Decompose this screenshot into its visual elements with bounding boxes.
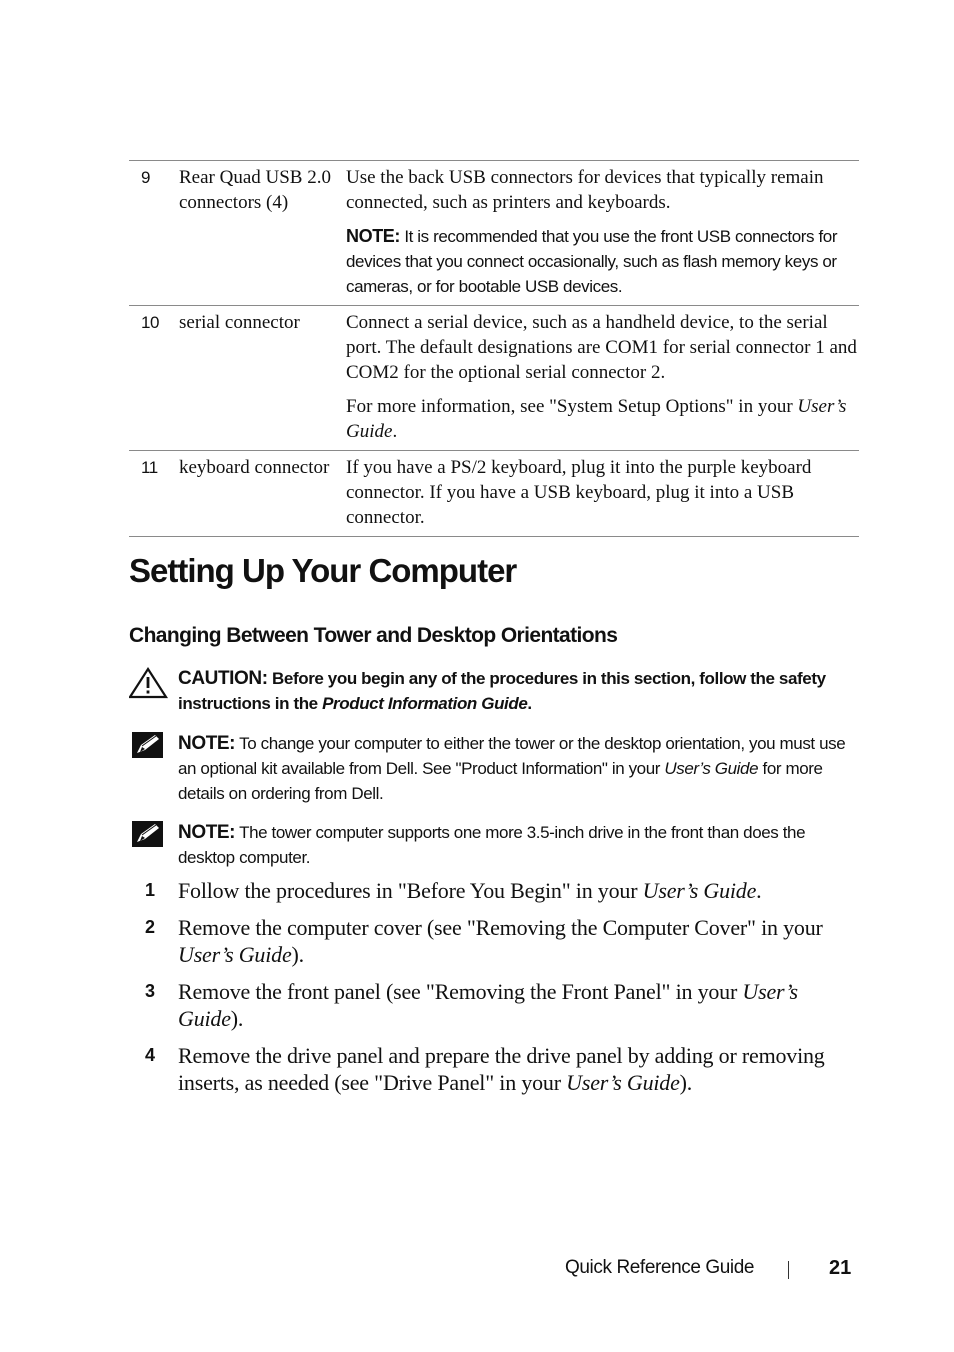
note-label: NOTE: <box>178 822 236 843</box>
note-label: NOTE: <box>346 226 400 246</box>
note-text <box>178 731 859 806</box>
caution-notice <box>129 666 859 716</box>
list-item <box>129 1042 859 1096</box>
guide-reference: Product Information Guide <box>322 694 528 713</box>
row-number: 9 <box>141 168 150 187</box>
list-item <box>129 877 859 904</box>
connector-description <box>346 455 859 530</box>
note-notice <box>129 731 859 806</box>
note-text <box>178 820 859 870</box>
step-text <box>178 914 859 968</box>
list-item <box>129 914 859 968</box>
step-text <box>178 1042 859 1096</box>
step-suffix: ). <box>679 1070 693 1095</box>
note-pencil-icon <box>129 820 169 854</box>
caution-suffix: . <box>527 694 532 713</box>
guide-reference: User’s Guide <box>346 396 847 442</box>
note-text: It is recommended that you use the front USB connectors for devices that you connect occasionally, such as flash memory keys or cameras, or for bootable USB devices. <box>346 227 838 296</box>
footer-divider <box>788 1261 789 1279</box>
step-body: Follow the procedures in "Before You Begin" in your <box>178 878 638 903</box>
guide-reference: User’s Guide <box>178 979 798 1031</box>
table-note <box>346 224 859 299</box>
step-body: Remove the drive panel and prepare the drive panel by adding or removing inserts, as needed (see "Drive Panel" in your <box>178 1043 825 1095</box>
footer-title: Quick Reference Guide <box>565 1257 755 1278</box>
step-suffix: ). <box>291 942 304 967</box>
row-number: 11 <box>141 458 158 477</box>
note-label: NOTE: <box>178 733 236 754</box>
note-suffix: for more details on ordering from Dell. <box>178 759 823 803</box>
step-number: 4 <box>145 1045 156 1065</box>
caution-label: CAUTION: <box>178 668 268 689</box>
description-text: Connect a serial device, such as a handheld device, to the serial port. The default designations are COM1 for serial connector 1 and COM2 for the optional serial connector 2. <box>346 312 857 383</box>
step-number: 3 <box>145 981 156 1001</box>
more-info-text <box>346 394 859 444</box>
description-text: If you have a PS/2 keyboard, plug it into the purple keyboard connector. If you have a USB keyboard, plug it into a USB connector. <box>346 457 812 528</box>
guide-reference: User’s Guide <box>178 942 292 967</box>
guide-reference: User’s Guide <box>566 1070 680 1095</box>
step-text <box>178 978 859 1032</box>
table-row <box>129 160 859 305</box>
connector-name: keyboard connector <box>179 457 330 478</box>
more-info-suffix: . <box>392 421 398 442</box>
step-number: 2 <box>145 917 156 937</box>
step-suffix: ). <box>230 1006 244 1031</box>
connector-table <box>129 160 859 537</box>
table-row <box>129 450 859 537</box>
caution-body: Before you begin any of the procedures in this section, follow the safety instructions in the <box>178 669 826 713</box>
note-notice <box>129 820 859 870</box>
step-body: Remove the front panel (see "Removing the Front Panel" in your <box>178 979 738 1004</box>
connector-description <box>346 310 859 444</box>
connector-name: Rear Quad USB 2.0 connectors (4) <box>179 167 331 213</box>
connector-name: serial connector <box>179 312 300 333</box>
section-title: Setting Up Your Computer <box>129 552 517 589</box>
caution-triangle-icon <box>129 666 169 700</box>
caution-text <box>178 666 859 716</box>
more-info-prefix: For more information, see "System Setup Options" in your <box>346 396 793 417</box>
guide-reference: User’s Guide <box>642 878 757 903</box>
note-body: To change your computer to either the tower or the desktop orientation, you must use an optional kit available from Dell. See "Product Information" in your <box>178 734 846 778</box>
step-suffix: . <box>756 878 762 903</box>
note-body: The tower computer supports one more 3.5-inch drive in the front than does the desktop computer. <box>178 823 806 867</box>
step-body: Remove the computer cover (see "Removing the Computer Cover" in your <box>178 915 823 940</box>
list-item <box>129 978 859 1032</box>
step-number: 1 <box>145 880 156 900</box>
connector-description <box>346 165 859 299</box>
guide-reference: User’s Guide <box>664 759 759 778</box>
step-text <box>178 877 859 904</box>
description-text: Use the back USB connectors for devices that typically remain connected, such as printers and keyboards. <box>346 167 824 213</box>
table-row <box>129 305 859 450</box>
note-pencil-icon <box>129 731 169 765</box>
subsection-title: Changing Between Tower and Desktop Orientations <box>129 624 618 647</box>
row-number: 10 <box>141 313 159 332</box>
procedure-steps <box>129 877 859 1106</box>
page-number: 21 <box>829 1257 852 1279</box>
